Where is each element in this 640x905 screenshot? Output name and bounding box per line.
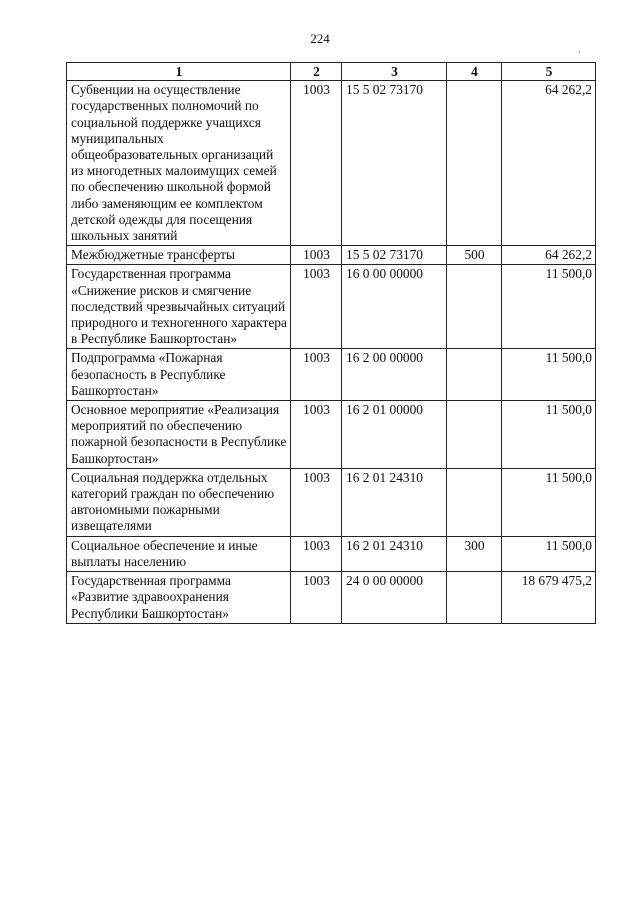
table-row <box>67 401 596 469</box>
row-target-code: 15 5 02 73170 <box>342 246 447 265</box>
page-number: 224 <box>310 31 330 46</box>
row-sum: 11 500,0 <box>502 265 596 349</box>
column-header-5: 5 <box>502 63 596 81</box>
row-target-code: 16 2 01 24310 <box>342 468 447 536</box>
row-section: 1003 <box>291 265 342 349</box>
row-name: Подпрограмма «Пожарная безопасность в Республике Башкортостан» <box>67 349 291 401</box>
table-row <box>67 536 596 571</box>
row-sum: 64 262,2 <box>502 81 596 246</box>
row-name: Государственная программа «Снижение рисков и смягчение последствий чрезвычайных ситуаций природного и техногенного характера в Республике Башкортостан» <box>67 265 291 349</box>
column-header-1: 1 <box>67 63 291 81</box>
row-expense-type <box>447 401 502 469</box>
row-expense-type: 300 <box>447 536 502 571</box>
row-target-code: 16 2 01 24310 <box>342 536 447 571</box>
row-target-code: 16 2 01 00000 <box>342 401 447 469</box>
row-sum: 11 500,0 <box>502 401 596 469</box>
header-row <box>67 63 596 81</box>
row-name: Субвенции на осуществление государственных полномочий по социальной поддержке учащихся муниципальных общеобразовательных организаций из многодетных малоимущих семей по обеспечению школьной формой либо заменяющим ее комплектом детской одежды для посещения школьных занятий <box>67 81 291 246</box>
table-row <box>67 468 596 536</box>
column-header-3: 3 <box>342 63 447 81</box>
row-target-code: 15 5 02 73170 <box>342 81 447 246</box>
row-expense-type <box>447 265 502 349</box>
row-target-code: 16 2 00 00000 <box>342 349 447 401</box>
row-expense-type: 500 <box>447 246 502 265</box>
table-row <box>67 349 596 401</box>
column-header-4: 4 <box>447 63 502 81</box>
row-section: 1003 <box>291 536 342 571</box>
table-row <box>67 572 596 624</box>
table-row <box>67 265 596 349</box>
row-sum: 18 679 475,2 <box>502 572 596 624</box>
row-section: 1003 <box>291 572 342 624</box>
row-sum: 64 262,2 <box>502 246 596 265</box>
row-target-code: 24 0 00 00000 <box>342 572 447 624</box>
row-name: Социальная поддержка отдельных категорий граждан по обеспечению автономными пожарными извещателями <box>67 468 291 536</box>
row-target-code: 16 0 00 00000 <box>342 265 447 349</box>
row-sum: 11 500,0 <box>502 536 596 571</box>
row-sum: 11 500,0 <box>502 349 596 401</box>
row-expense-type <box>447 468 502 536</box>
row-section: 1003 <box>291 81 342 246</box>
row-name: Межбюджетные трансферты <box>67 246 291 265</box>
table-row <box>67 246 596 265</box>
budget-table <box>66 62 596 624</box>
table-header <box>67 63 596 81</box>
scan-mark: ‚ <box>578 44 581 54</box>
row-expense-type <box>447 572 502 624</box>
row-sum: 11 500,0 <box>502 468 596 536</box>
row-section: 1003 <box>291 349 342 401</box>
row-name: Основное мероприятие «Реализация мероприятий по обеспечению пожарной безопасности в Республике Башкортостан» <box>67 401 291 469</box>
row-name: Государственная программа «Развитие здравоохранения Республики Башкортостан» <box>67 572 291 624</box>
row-section: 1003 <box>291 468 342 536</box>
row-expense-type <box>447 349 502 401</box>
column-header-2: 2 <box>291 63 342 81</box>
row-section: 1003 <box>291 246 342 265</box>
table-body <box>67 81 596 624</box>
row-name: Социальное обеспечение и иные выплаты населению <box>67 536 291 571</box>
row-section: 1003 <box>291 401 342 469</box>
table-row <box>67 81 596 246</box>
row-expense-type <box>447 81 502 246</box>
